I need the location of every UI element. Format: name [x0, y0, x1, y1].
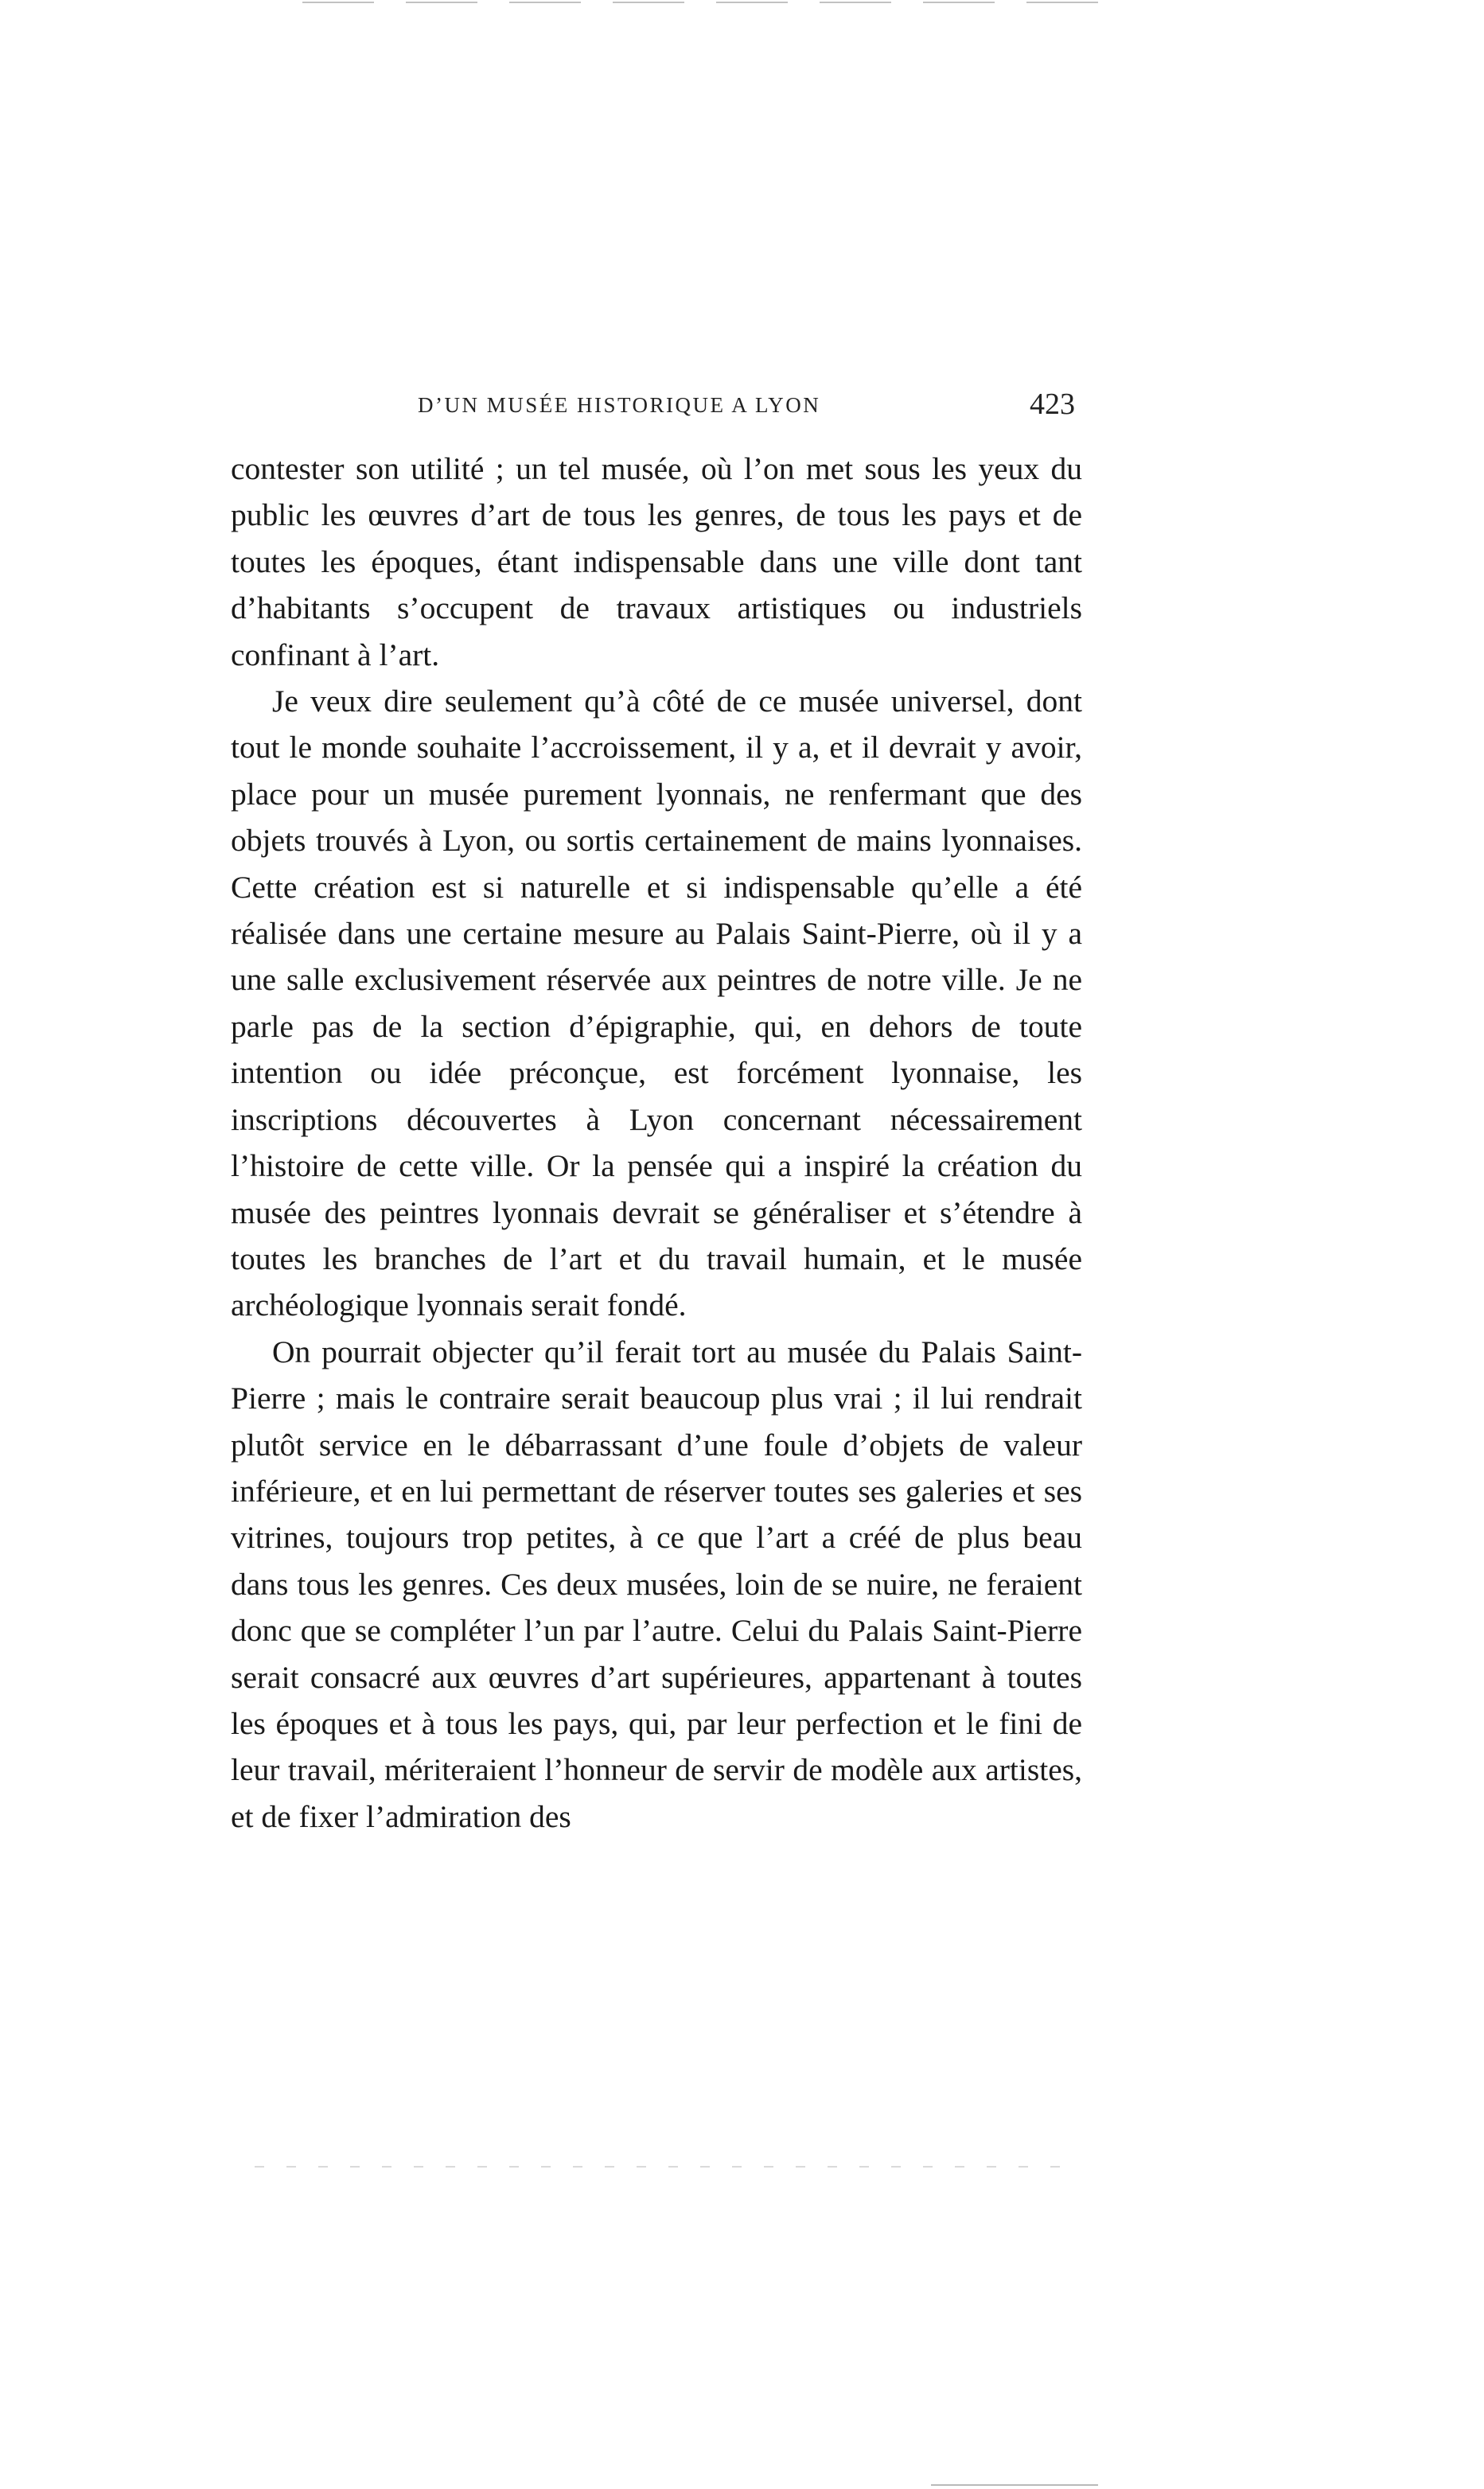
scan-artifact-top: [302, 2, 1114, 3]
scan-artifact-foot: [931, 2484, 1098, 2486]
paragraph-1: contester son utilité ; un tel musée, où l’on met sous les yeux du public les œuvres d’art de tous les genres, de tous les pays et de toutes les époques, étant indispensable dans une ville dont tant d’habitants s’occupent de travaux artistiques ou industriels confinant à l’art.: [231, 451, 1082, 672]
body-text: [231, 446, 1082, 1840]
paragraph-3: On pourrait objecter qu’il ferait tort au musée du Palais Saint-Pierre ; mais le contraire serait beaucoup plus vrai ; il lui rendrait plutôt service en le débarrassant d’une foule d’objets de valeur inférieure, et en lui permettant de réserver toutes ses galeries et ses vitrines, toujours trop petites, à ce que l’art a créé de plus beau dans tous les genres. Ces deux musées, loin de se nuire, ne feraient donc que se compléter l’un par l’autre. Celui du Palais Saint-Pierre serait consacré aux œuvres d’art supérieures, appartenant à toutes les époques et à tous les pays, qui, par leur perfection et le fini de leur travail, mériteraient l’honneur de servir de modèle aux artistes, et de fixer l’admiration des: [231, 1334, 1082, 1834]
scan-artifact-bottom: [255, 2166, 1082, 2168]
running-head: D’UN MUSÉE HISTORIQUE A LYON: [418, 393, 821, 417]
page-number: 423: [1030, 388, 1075, 421]
paragraph-2: Je veux dire seulement qu’à côté de ce musée universel, dont tout le monde souhaite l’accroissement, il y a, et il devrait y avoir, place pour un musée purement lyonnais, ne renfermant que des objets trouvés à Lyon, ou sortis certainement de mains lyonnaises. Cette création est si naturelle et si indispensable qu’elle a été réalisée dans une certaine mesure au Palais Saint-Pierre, où il y a une salle exclusivement réservée aux peintres de notre ville. Je ne parle pas de la section d’épigraphie, qui, en dehors de toute intention ou idée préconçue, est forcément lyonnaise, les inscriptions découvertes à Lyon concernant nécessairement l’histoire de cette ville. Or la pensée qui a inspiré la création du musée des peintres lyonnais devrait se généraliser et s’étendre à toutes les branches de l’art et du travail humain, et le musée archéologique lyonnais serait fondé.: [231, 684, 1082, 1323]
page-header: [227, 387, 1086, 434]
